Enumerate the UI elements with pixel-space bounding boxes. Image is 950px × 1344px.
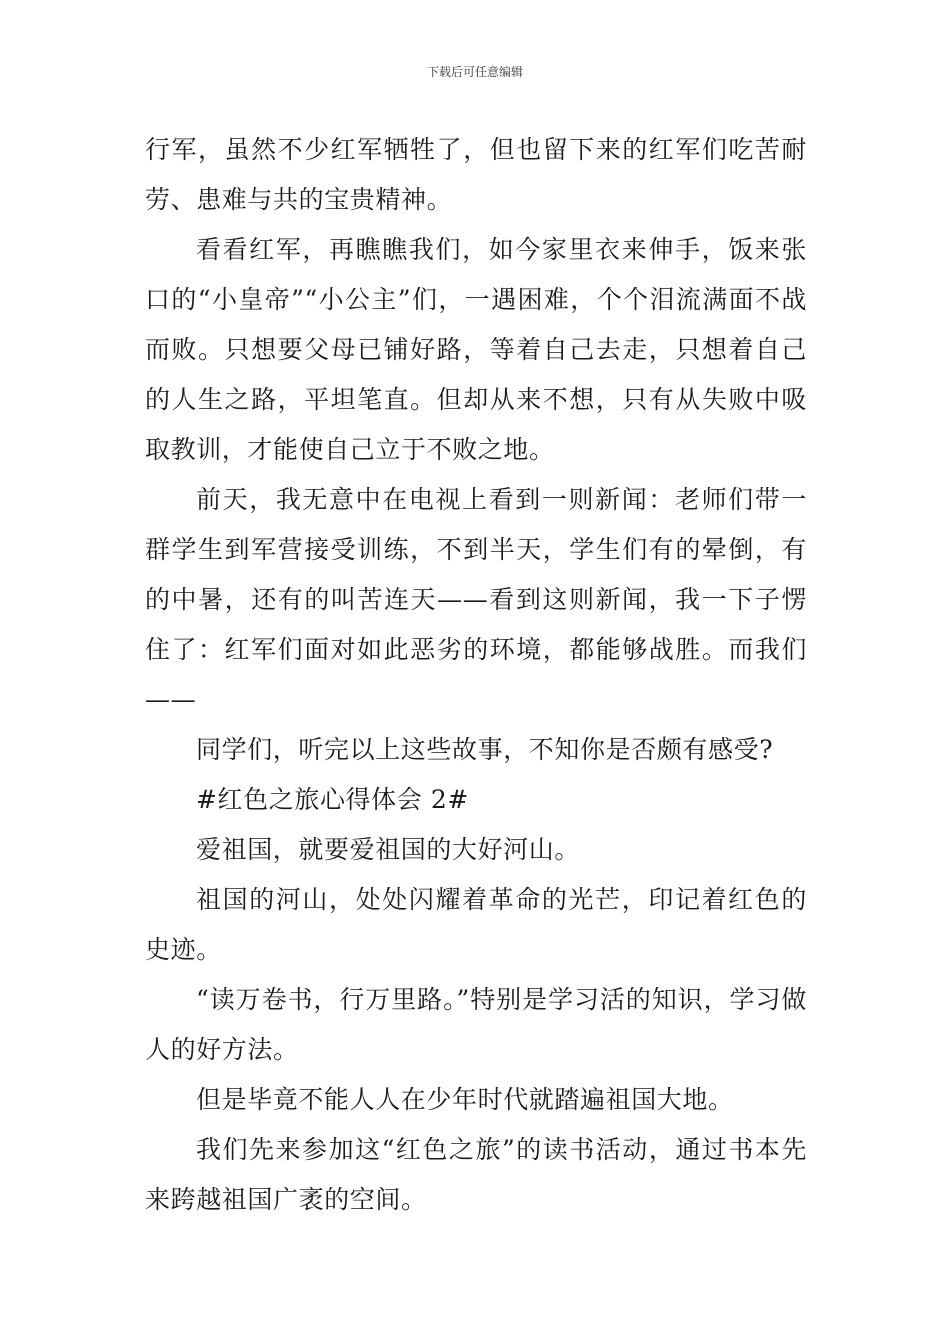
paragraph: 爱祖国，就要爱祖国的大好河山。 (196, 835, 581, 864)
page-header-note: 下载后可任意编辑 (426, 65, 523, 79)
paragraph: 前天，我无意中在电视上看到一则新闻：老师们带一群学生到军营接受训练，不到半天，学生们有的晕倒，有的中暑，还有的叫苦连天——看到这则新闻，我一下子愣住了：红军们面对如此恶劣的环境，都能够战胜。而我们—— (145, 485, 807, 714)
paragraph: “读万卷书，行万里路。”特别是学习活的知识，学习做人的好方法。 (145, 985, 807, 1064)
paragraph: 同学们，听完以上这些故事，不知你是否颇有感受? (196, 735, 774, 764)
paragraph: 祖国的河山，处处闪耀着革命的光芒，印记着红色的史迹。 (145, 885, 807, 964)
paragraph: 但是毕竟不能人人在少年时代就踏遍祖国大地。 (196, 1085, 734, 1114)
paragraph: 我们先来参加这“红色之旅”的读书活动，通过书本先来跨越祖国广袤的空间。 (145, 1135, 807, 1214)
body-text (145, 125, 807, 1225)
paragraph: 行军，虽然不少红军牺牲了，但也留下来的红军们吃苦耐劳、患难与共的宝贵精神。 (145, 135, 807, 214)
paragraph: 看看红军，再瞧瞧我们，如今家里衣来伸手，饭来张口的“小皇帝”“小公主”们，一遇困难，个个泪流满面不战而败。只想要父母已铺好路，等着自己去走，只想着自己的人生之路，平坦笔直。但却从来不想，只有从失败中吸取教训，才能使自己立于不败之地。 (145, 235, 807, 464)
section-heading: #红色之旅心得体会 2# (196, 785, 469, 814)
